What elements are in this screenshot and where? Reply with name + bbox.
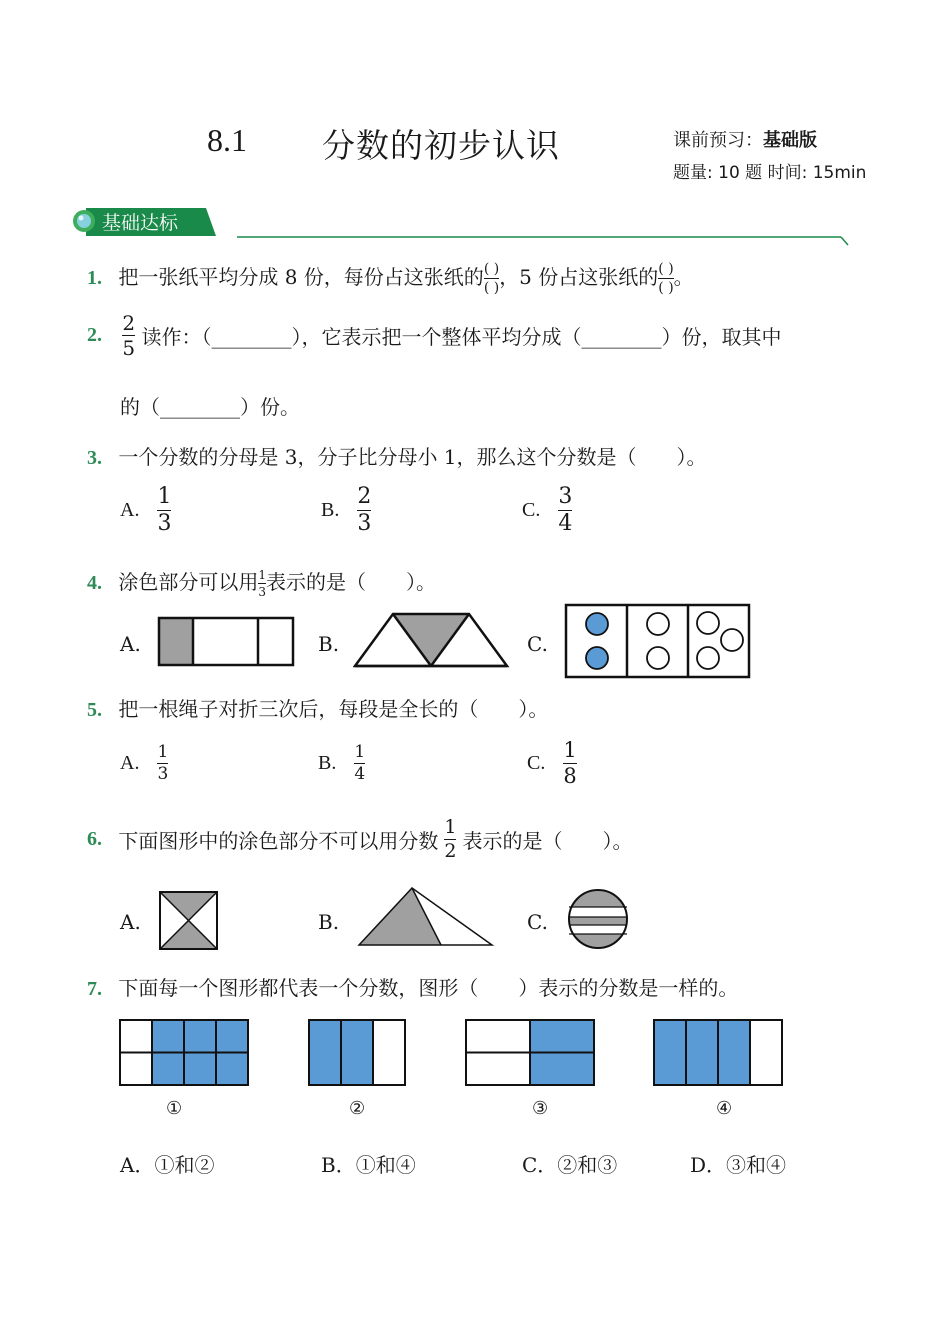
question-2-continued: 的（________）份。 xyxy=(120,395,300,419)
stats-line: 题量: 10 题 时间: 15min xyxy=(673,163,867,183)
fraction-one-third: $\frac{1}{3}$ xyxy=(258,568,266,599)
question-text: 一个分数的分母是 3，分子比分母小 1，那么这个分数是（ ）。 xyxy=(118,445,707,469)
q3-option-a[interactable]: A. $\frac{1}{3}$ xyxy=(120,484,172,536)
q7-option-c[interactable]: C．②和③ xyxy=(522,1153,618,1177)
question-5 xyxy=(87,693,548,722)
question-number: 6. xyxy=(87,828,102,850)
q7-figure-4-label: ④ xyxy=(716,1098,733,1119)
question-number: 5. xyxy=(87,699,102,721)
q5-option-c[interactable]: C. $\frac{1}{8}$ xyxy=(527,738,577,788)
question-number: 4. xyxy=(87,572,102,594)
q7-figure-2-label: ② xyxy=(349,1098,366,1119)
q3-option-b[interactable]: B. $\frac{2}{3}$ xyxy=(321,484,372,536)
mode-line xyxy=(673,126,817,152)
q7-figure-1[interactable] xyxy=(118,1018,250,1088)
question-4: 4. 涂色部分可以用 $\frac{1}{3}$ 表示的是（ ）。 xyxy=(87,568,436,599)
question-text: 读作：（________），它表示把一个整体平均分成（________）份，取其中 xyxy=(141,325,782,349)
question-text: 涂色部分可以用 xyxy=(118,570,259,594)
q3-option-c[interactable]: C. $\frac{3}{4}$ xyxy=(522,484,573,536)
q4-figure-c-circles[interactable] xyxy=(564,603,752,679)
q7-option-d[interactable]: D．③和④ xyxy=(690,1153,787,1177)
question-number: 2. xyxy=(87,324,102,346)
page-title: 分数的初步认识 xyxy=(322,126,560,165)
mode-value: 基础版 xyxy=(763,130,817,151)
question-2 xyxy=(87,313,781,358)
q6-figure-a-square[interactable] xyxy=(158,890,220,952)
q7-figure-3-label: ③ xyxy=(532,1098,549,1119)
q5-option-b[interactable]: B. $\frac{1}{4}$ xyxy=(318,742,366,784)
mode-label: 课前预习： xyxy=(673,130,763,151)
section-number: 8.1 xyxy=(207,122,247,158)
fraction-two-fifths: $\frac{2}{5}$ xyxy=(122,311,136,360)
q5-option-a[interactable]: A. $\frac{1}{3}$ xyxy=(120,742,169,784)
q7-figure-1-label: ① xyxy=(166,1098,183,1119)
q4-option-c-label[interactable]: C. xyxy=(527,632,548,656)
globe-icon xyxy=(77,214,91,228)
q7-option-b[interactable]: B．①和④ xyxy=(321,1153,416,1177)
q4-option-a-label[interactable]: A. xyxy=(120,632,141,656)
q6-option-c-label[interactable]: C. xyxy=(527,910,548,934)
question-3 xyxy=(87,441,707,470)
fraction-one-half: $\frac{1}{2}$ xyxy=(444,816,457,862)
q6-figure-b-triangle[interactable] xyxy=(357,886,495,948)
question-number: 7. xyxy=(87,978,102,1000)
q6-option-b-label[interactable]: B. xyxy=(318,910,340,934)
badge-graphic xyxy=(72,206,218,238)
question-7 xyxy=(87,972,738,1001)
question-text: 把一张纸平均分成 8 份，每份占这张纸的 xyxy=(118,265,484,289)
q7-figure-2[interactable] xyxy=(307,1018,407,1088)
q6-option-a-label[interactable]: A. xyxy=(120,910,141,934)
question-text: 把一根绳子对折三次后，每段是全长的（ ）。 xyxy=(118,697,549,721)
question-text: 下面图形中的涂色部分不可以用分数 xyxy=(118,829,439,853)
q4-option-b-label[interactable]: B. xyxy=(318,632,340,656)
question-number: 1. xyxy=(87,267,102,289)
answer-fraction: $\frac{( )}{( )}$ xyxy=(658,261,674,296)
question-text: 下面每一个图形都代表一个分数，图形（ ）表示的分数是一样的。 xyxy=(118,976,739,1000)
q7-option-a[interactable]: A．①和② xyxy=(120,1153,215,1177)
section-divider xyxy=(237,233,849,247)
section-badge xyxy=(72,206,218,238)
answer-fraction: $\frac{( )}{( )}$ xyxy=(483,261,500,296)
q7-figure-4[interactable] xyxy=(652,1018,784,1088)
question-6: 6. 下面图形中的涂色部分不可以用分数 $\frac{1}{2}$ 表示的是（ ）。 xyxy=(87,816,633,862)
q4-figure-b-triangle[interactable] xyxy=(353,612,511,668)
q4-figure-a-rectangle[interactable] xyxy=(157,616,297,668)
q7-figure-3[interactable] xyxy=(464,1018,596,1088)
badge-label: 基础达标 xyxy=(102,212,179,234)
question-1: 1. 把一张纸平均分成 8 份，每份占这张纸的 $\frac{( )}{( )}$ ，5 份占这张纸的 $\frac{( )}{( )}$ 。 xyxy=(87,261,694,296)
question-text: ，5 份占这张纸的 xyxy=(499,265,659,289)
question-number: 3. xyxy=(87,447,102,469)
q6-figure-c-circle[interactable] xyxy=(566,888,630,950)
